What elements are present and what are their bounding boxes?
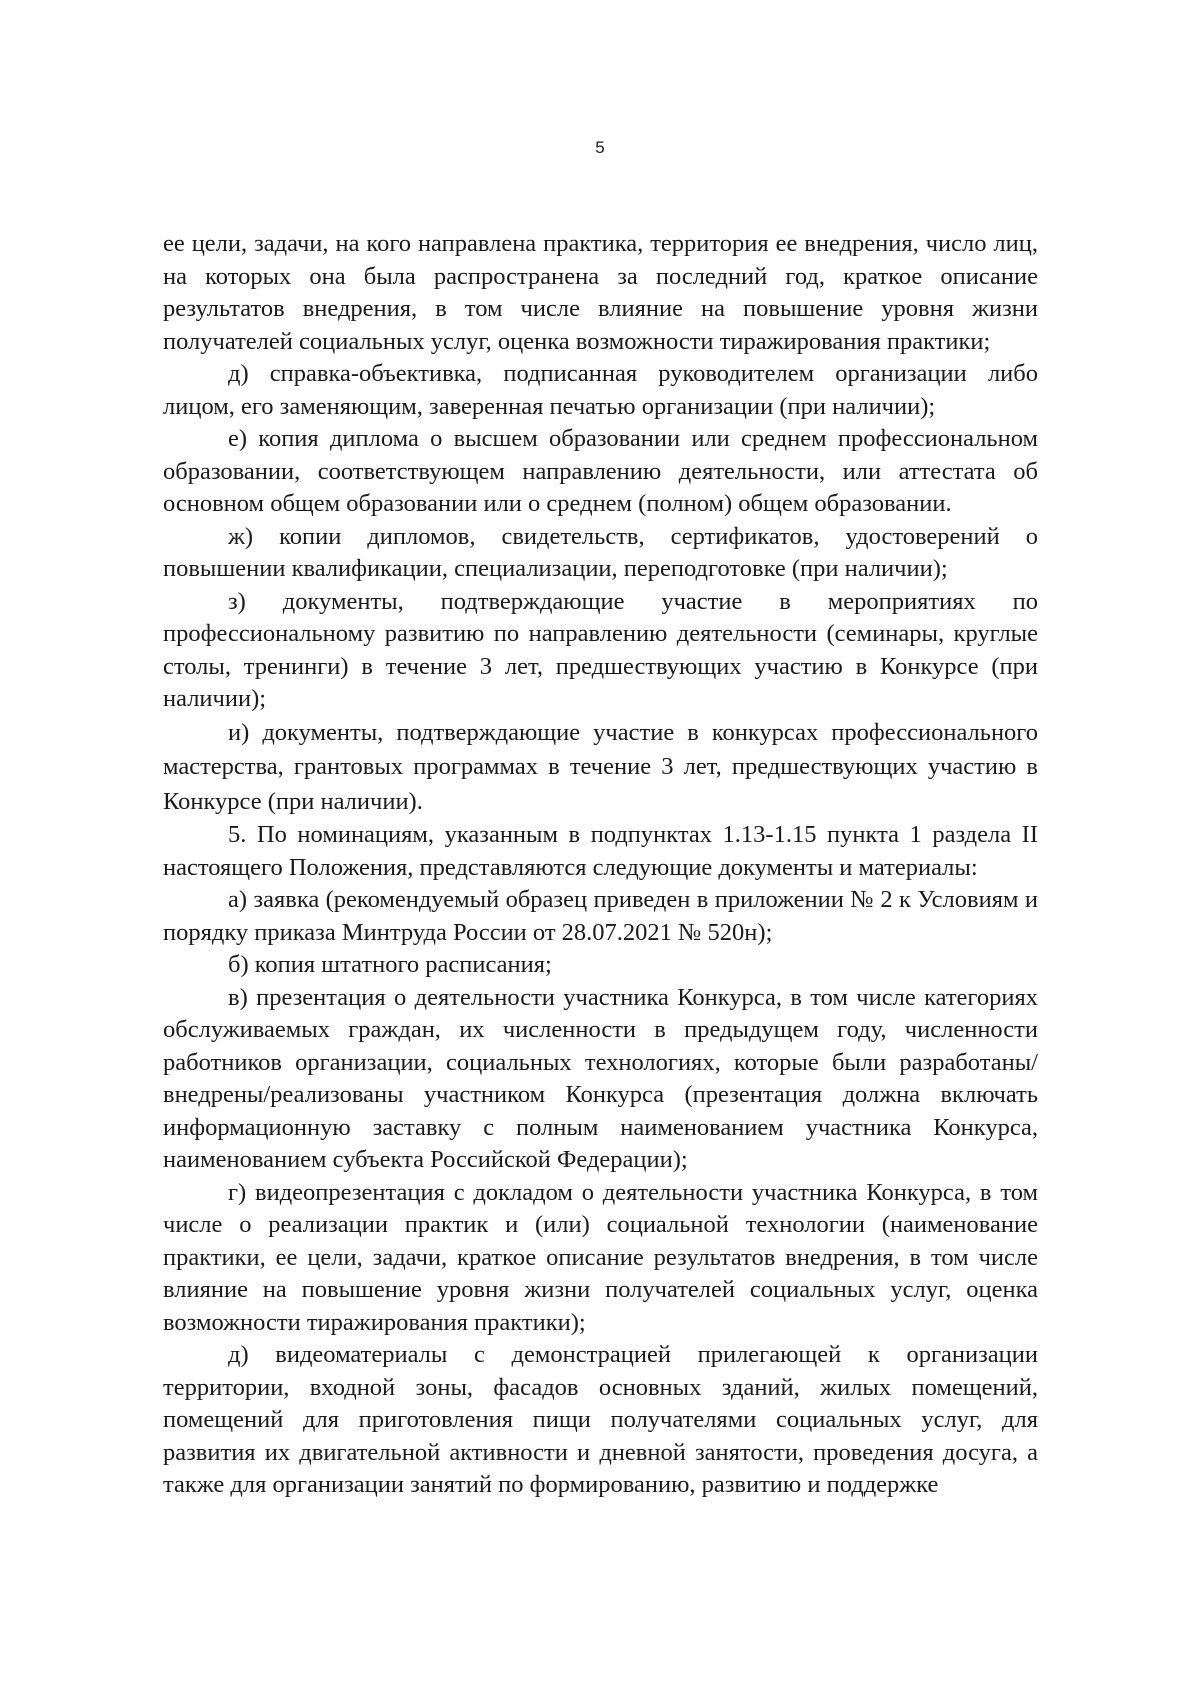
paragraph-item-d2: д) видеоматериалы с демонстрацией прилегающей к организации территории, входной зоны, фасадов основных зданий, жилых помещений, помещений для приготовления пищи получателями социальных услуг, для развития их двигательной активности и дневной занятости, проведения досуга, а также для организации занятий по формированию, развитию и поддержке <box>163 1341 1038 1498</box>
paragraph-item-d: д) справка-объективка, подписанная руководителем организации либо лицом, его заменяющим, заверенная печатью организации (при наличии); <box>163 360 1038 420</box>
paragraph-item-g: г) видеопрезентация с докладом о деятельности участника Конкурса, в том числе о реализации практик и (или) социальной технологии (наименование практики, ее цели, задачи, краткое описание результатов внедрения, в том числе влияние на повышение уровня жизни получателей социальных услуг, оценка возможности тиражирования практики); <box>163 1178 1038 1336</box>
paragraph-item-z: з) документы, подтверждающие участие в мероприятиях по профессиональному развитию по направлению деятельности (семинары, круглые столы, тренинги) в течение 3 лет, предшествующих участию в Конкурсе (при наличии); <box>163 587 1038 712</box>
paragraph-section-5: 5. По номинациям, указанным в подпунктах 1.13-1.15 пункта 1 раздела II настоящего Положения, представляются следующие документы и материалы: <box>163 821 1038 881</box>
document-body <box>163 228 1038 1502</box>
page-number: 5 <box>595 138 605 157</box>
paragraph-item-v: в) презентация о деятельности участника Конкурса, в том числе категориях обслуживаемых граждан, их численности в предыдущем году, численности работников организации, социальных технологиях, которые были разработаны/внедрены/реализованы участником Конкурса (презентация должна включать информационную заставку с полным наименованием участника Конкурса, наименованием субъекта Российской Федерации); <box>163 983 1038 1173</box>
paragraph-item-b: б) копия штатного расписания; <box>228 951 552 978</box>
paragraph-item-i: и) документы, подтверждающие участие в конкурсах профессионального мастерства, грантовых программах в течение 3 лет, предшествующих участию в Конкурсе (при наличии). <box>163 718 1038 815</box>
paragraph-item-e: е) копия диплома о высшем образовании или среднем профессиональном образовании, соответствующем направлению деятельности, или аттестата об основном общем образовании или о среднем (полном) общем образовании. <box>163 425 1038 517</box>
paragraph-item-a: а) заявка (рекомендуемый образец приведен в приложении № 2 к Условиям и порядку приказа Минтруда России от 28.07.2021 № 520н); <box>163 886 1038 946</box>
paragraph-continuation: ее цели, задачи, на кого направлена практика, территория ее внедрения, число лиц, на которых она была распространена за последний год, краткое описание результатов внедрения, в том числе влияние на повышение уровня жизни получателей социальных услуг, оценка возможности тиражирования практики; <box>163 230 1038 355</box>
paragraph-item-zh: ж) копии дипломов, свидетельств, сертификатов, удостоверений о повышении квалификации, специализации, переподготовке (при наличии); <box>163 522 1038 582</box>
